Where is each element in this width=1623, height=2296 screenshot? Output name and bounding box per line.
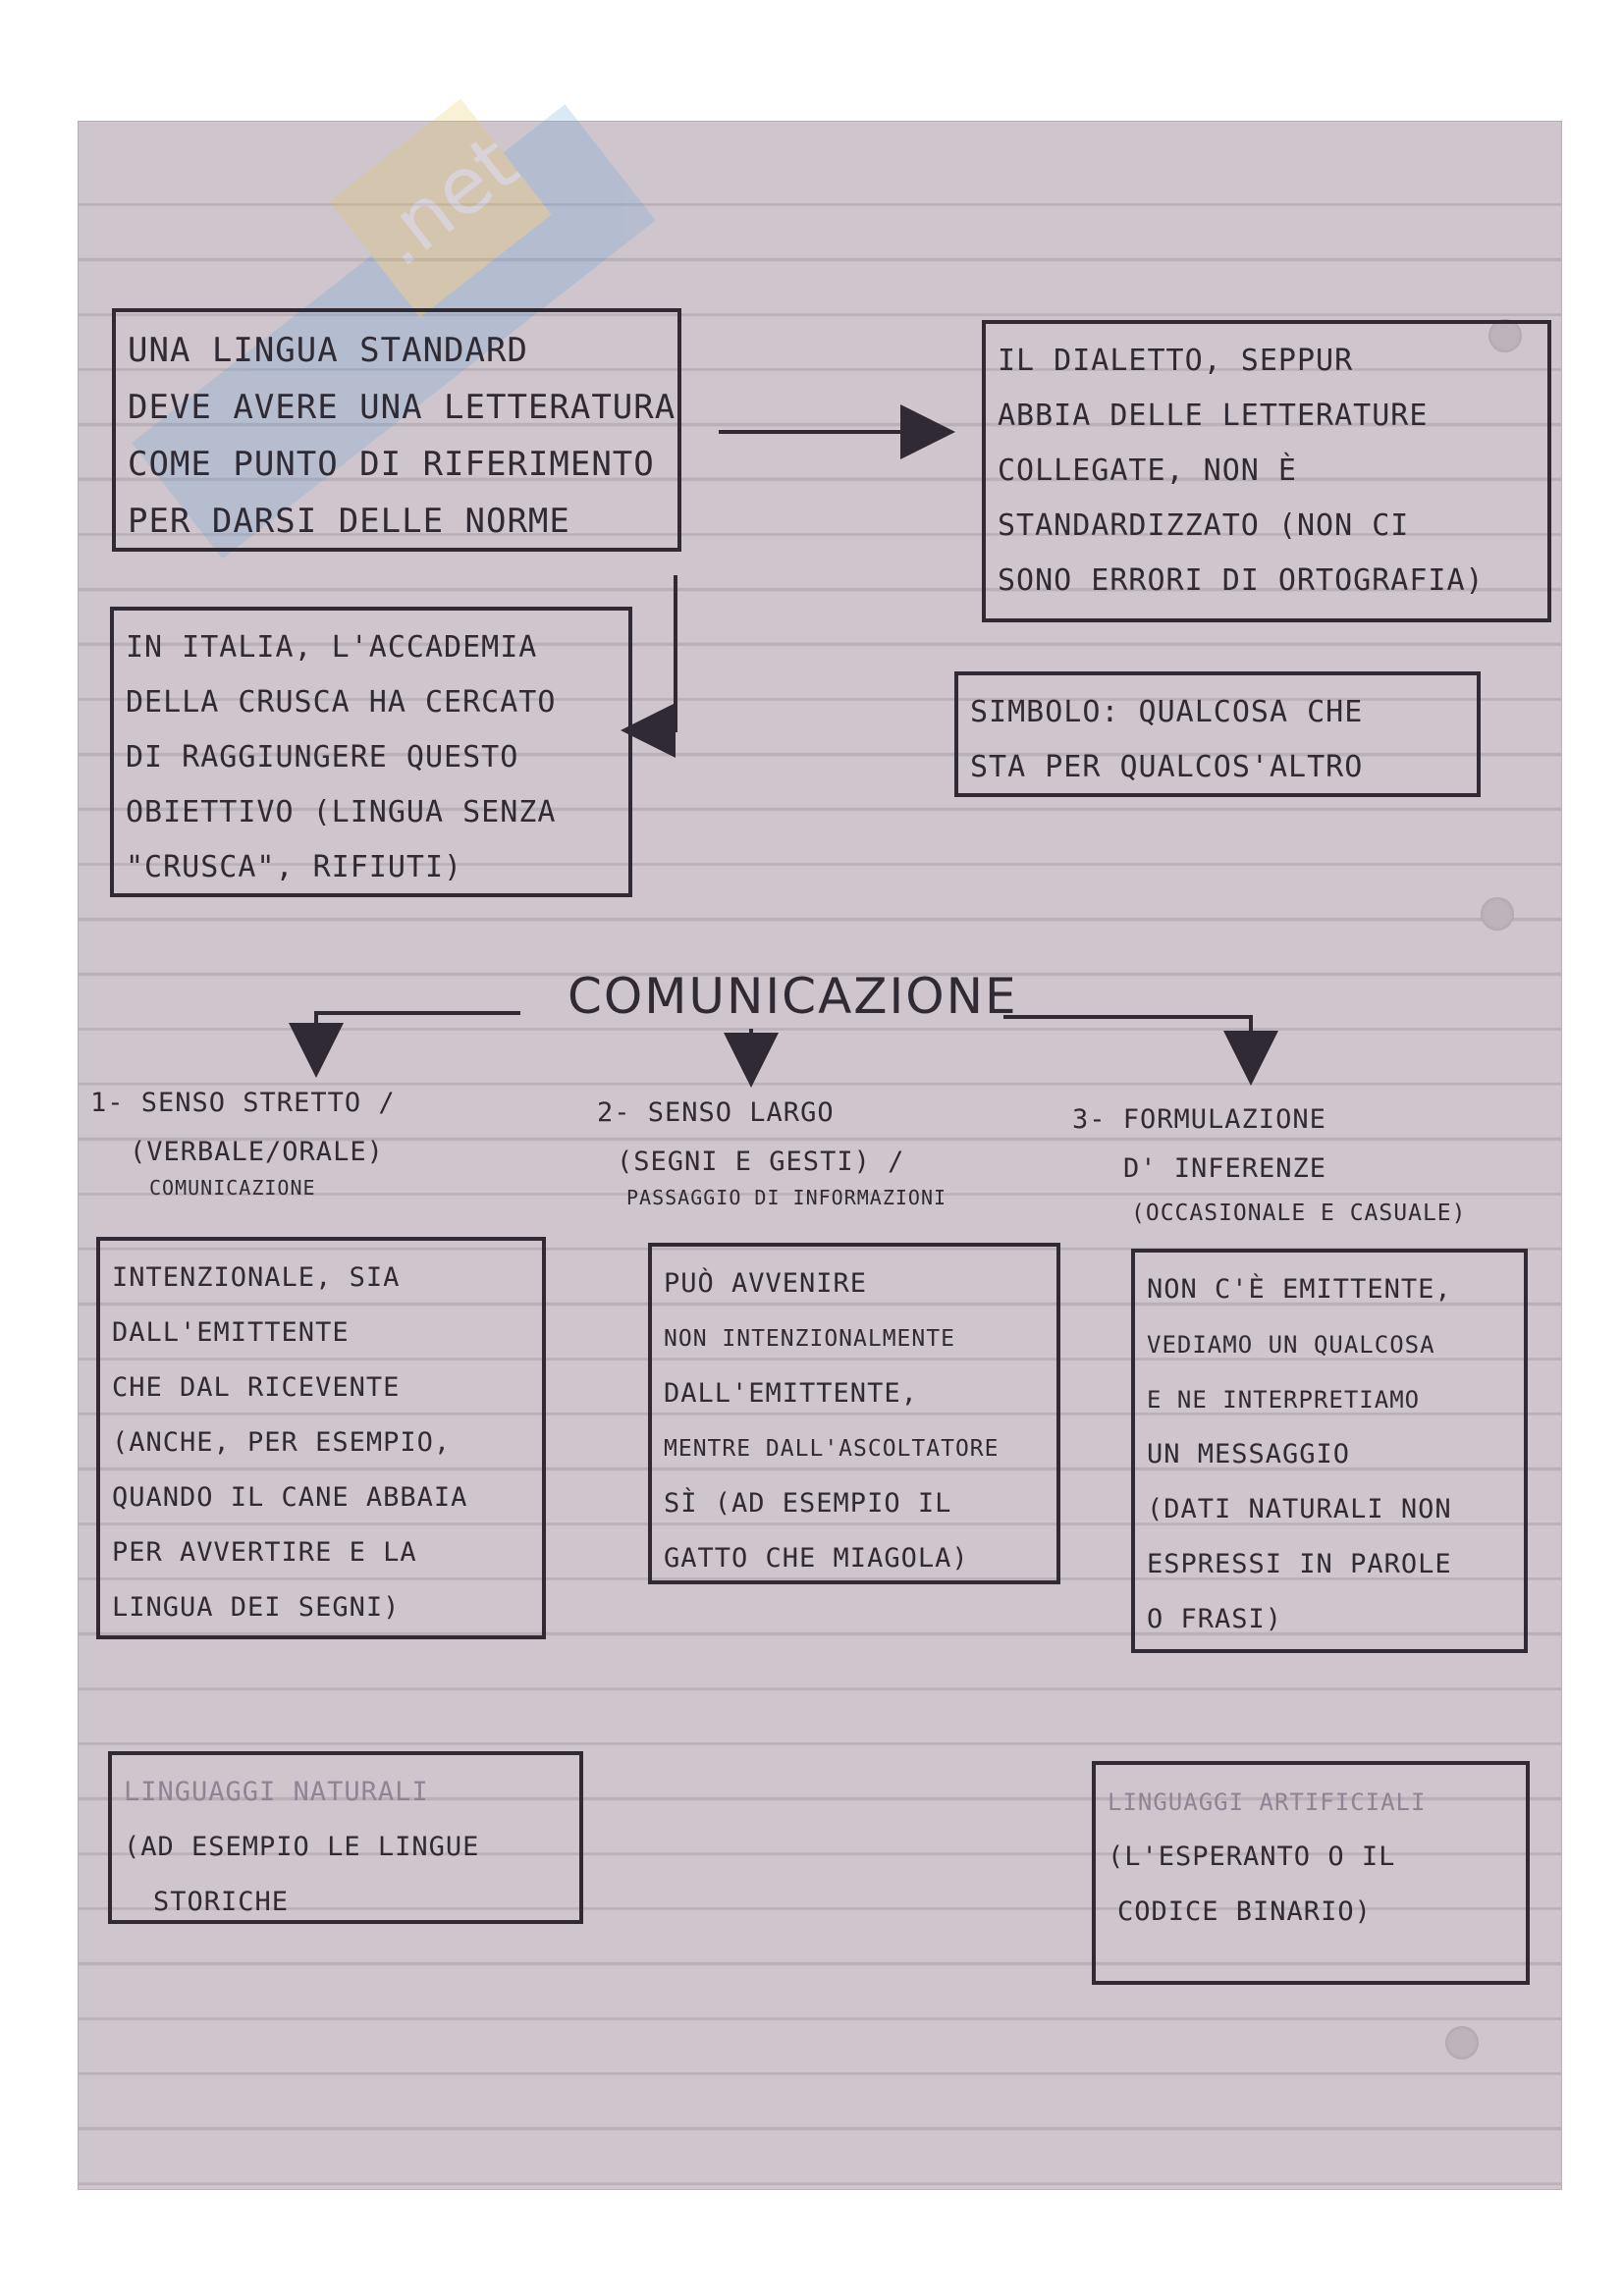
branch-1-box — [96, 1237, 546, 1639]
branch-2-box-line-4: MENTRE DALL'ASCOLTATORE — [664, 1436, 1000, 1462]
branch-3-box-line-6: ESPRESSI IN PAROLE — [1147, 1549, 1452, 1579]
branch-1-box-line-6: PER AVVERTIRE E LA — [112, 1537, 417, 1568]
linguaggi-artificiali-box — [1092, 1761, 1530, 1985]
branch-1-box-line-3: CHE DAL RICEVENTE — [112, 1372, 401, 1403]
linguaggi-artificiali-line-2: CODICE BINARIO) — [1117, 1896, 1372, 1927]
dialetto-line-5: SONO ERRORI DI ORTOGRAFIA) — [998, 563, 1485, 598]
crusca-line-4: OBIETTIVO (LINGUA SENZA — [126, 795, 557, 829]
dialetto-box — [982, 320, 1551, 622]
linguaggi-naturali-line-2: STORICHE — [153, 1887, 290, 1917]
dialetto-line-4: STANDARDIZZATO (NON CI — [998, 508, 1410, 543]
standard-line-1: UNA LINGUA STANDARD — [128, 331, 528, 370]
linguaggi-naturali-title: LINGUAGGI NATURALI — [124, 1777, 429, 1807]
branch-2-box-line-2: NON INTENZIONALMENTE — [664, 1326, 955, 1352]
binder-hole — [1481, 897, 1514, 931]
branch-3-box-line-5: (DATI NATURALI NON — [1147, 1494, 1452, 1524]
branch-3-box-line-7: O FRASI) — [1147, 1604, 1283, 1634]
branch-2-heading-line-2: (SEGNI E GESTI) / — [617, 1147, 905, 1177]
branch-3-box-line-2: VEDIAMO UN QUALCOSA — [1147, 1331, 1435, 1359]
branch-3-heading — [1072, 1095, 1467, 1233]
branch-3-heading-line-1: 3- FORMULAZIONE — [1072, 1104, 1326, 1135]
branch-3-heading-line-3: (OCCASIONALE E CASUALE) — [1131, 1201, 1467, 1226]
branch-1-box-line-1: INTENZIONALE, SIA — [112, 1262, 401, 1293]
standard-line-4: PER DARSI DELLE NORME — [128, 502, 570, 541]
branch-2-box — [648, 1243, 1060, 1584]
crusca-line-3: DI RAGGIUNGERE QUESTO — [126, 740, 519, 774]
linguaggi-artificiali-title: LINGUAGGI ARTIFICIALI — [1108, 1789, 1427, 1816]
standard-line-2: DEVE AVERE UNA LETTERATURA — [128, 388, 676, 427]
linguaggi-naturali-line-1: (AD ESEMPIO LE LINGUE — [124, 1832, 480, 1862]
dialetto-line-2: ABBIA DELLE LETTERATURE — [998, 399, 1429, 433]
crusca-box — [110, 607, 632, 897]
branch-1-heading — [90, 1076, 396, 1201]
linguaggi-naturali-box — [108, 1751, 583, 1924]
branch-3-box-line-1: NON C'È EMITTENTE, — [1147, 1274, 1452, 1305]
linguaggi-artificiali-line-1: (L'ESPERANTO O IL — [1108, 1842, 1396, 1872]
branch-1-box-line-2: DALL'EMITTENTE — [112, 1317, 350, 1348]
branch-3-box-line-4: UN MESSAGGIO — [1147, 1439, 1351, 1469]
branch-2-box-line-3: DALL'EMITTENTE, — [664, 1378, 918, 1409]
branch-2-heading — [597, 1086, 947, 1211]
branch-2-box-line-6: GATTO CHE MIAGOLA) — [664, 1543, 969, 1574]
branch-3-box — [1131, 1249, 1528, 1653]
branch-2-heading-line-1: 2- SENSO LARGO — [597, 1097, 835, 1128]
branch-1-heading-line-2: (VERBALE/ORALE) — [130, 1137, 384, 1167]
branch-1-heading-line-1: 1- SENSO STRETTO / — [90, 1088, 396, 1118]
crusca-line-1: IN ITALIA, L'ACCADEMIA — [126, 630, 538, 665]
dialetto-line-1: IL DIALETTO, SEPPUR — [998, 344, 1354, 378]
watermark-text: .net — [356, 117, 534, 285]
branch-1-box-line-5: QUANDO IL CANE ABBAIA — [112, 1482, 468, 1513]
binder-hole — [1445, 2026, 1479, 2059]
dialetto-line-3: COLLEGATE, NON È — [998, 454, 1297, 488]
branch-1-box-line-7: LINGUA DEI SEGNI) — [112, 1592, 401, 1623]
simbolo-line-1: SIMBOLO: QUALCOSA CHE — [970, 695, 1364, 729]
crusca-line-2: DELLA CRUSCA HA CERCATO — [126, 685, 557, 720]
branch-2-box-line-1: PUÒ AVVENIRE — [664, 1268, 868, 1299]
standard-language-box — [112, 308, 681, 552]
crusca-line-5: "CRUSCA", RIFIUTI) — [126, 850, 463, 884]
simbolo-box — [954, 671, 1481, 797]
branch-3-box-line-3: E NE INTERPRETIAMO — [1147, 1386, 1421, 1414]
branch-1-sub: COMUNICAZIONE — [149, 1176, 316, 1200]
branch-2-box-line-5: SÌ (AD ESEMPIO IL — [664, 1488, 952, 1519]
branch-2-sub: PASSAGGIO DI INFORMAZIONI — [626, 1186, 947, 1209]
simbolo-line-2: STA PER QUALCOS'ALTRO — [970, 750, 1364, 784]
standard-line-3: COME PUNTO DI RIFERIMENTO — [128, 445, 655, 484]
branch-3-heading-line-2: D' INFERENZE — [1123, 1153, 1327, 1184]
branch-1-box-line-4: (ANCHE, PER ESEMPIO, — [112, 1427, 452, 1458]
page-title: COMUNICAZIONE — [568, 968, 1018, 1025]
